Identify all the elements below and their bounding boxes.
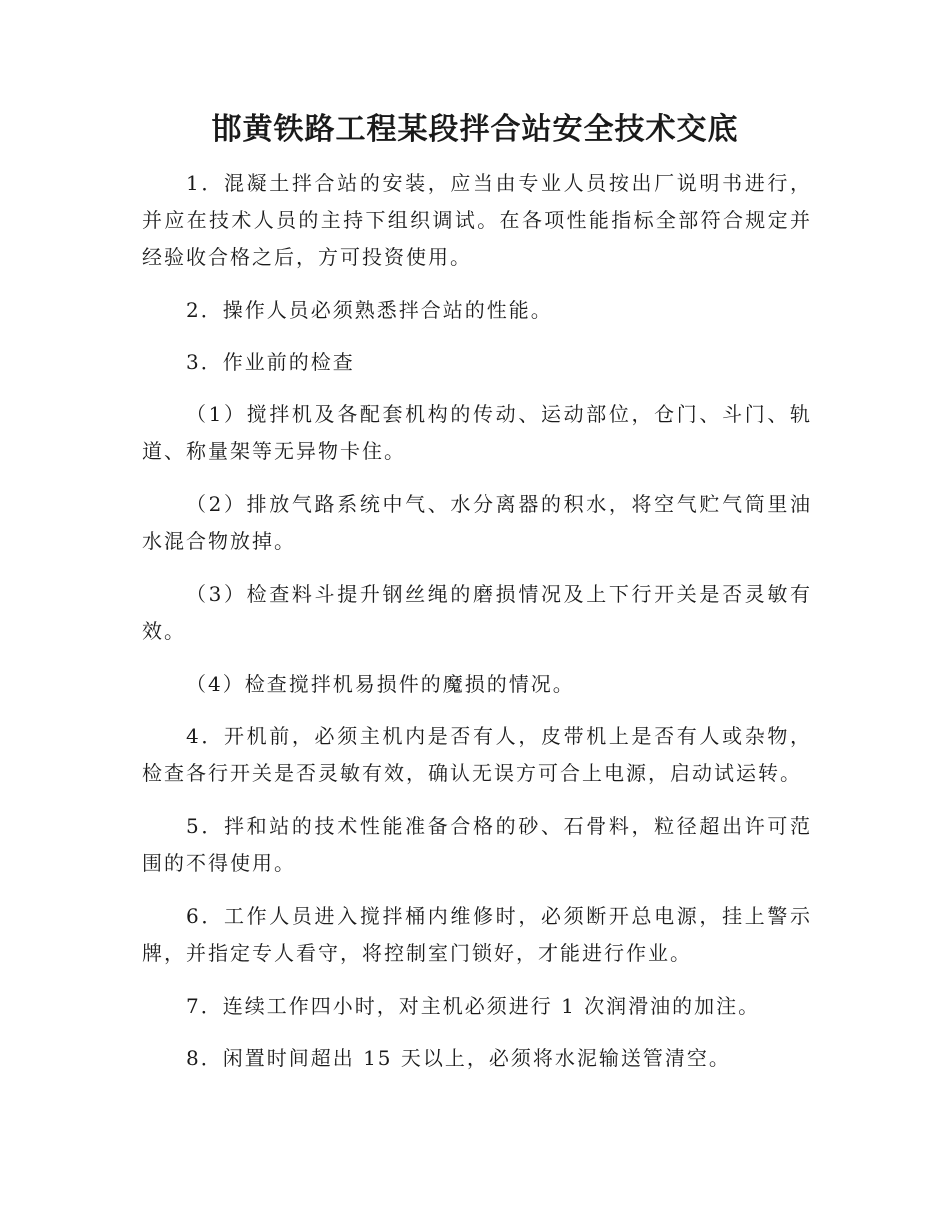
paragraph-3-4: （4）检查搅拌机易损件的魔损的情况。	[186, 672, 575, 696]
paragraph-2: 2．操作人员必须熟悉拌合站的性能。	[186, 298, 553, 322]
document-title: 邯黄铁路工程某段拌合站安全技术交底	[211, 112, 739, 147]
paragraph-8: 8．闲置时间超出 15 天以上，必须将水泥输送管清空。	[186, 1046, 731, 1070]
paragraph-7: 7．连续工作四小时，对主机必须进行 1 次润滑油的加注。	[186, 994, 761, 1018]
paragraph-4: 4．开机前，必须主机内是否有人，皮带机上是否有人或杂物，检查各行开关是否灵敏有效，确认无误方可合上电源，启动试运转。	[142, 724, 812, 785]
paragraph-3: 3．作业前的检查	[186, 350, 355, 374]
paragraph-5: 5．拌和站的技术性能准备合格的砂、石骨料，粒径超出许可范围的不得使用。	[142, 814, 812, 875]
paragraph-6: 6．工作人员进入搅拌桶内维修时，必须断开总电源，挂上警示牌，并指定专人看守，将控制室门锁好，才能进行作业。	[142, 904, 812, 965]
paragraph-3-1: （1）搅拌机及各配套机构的传动、运动部位，仓门、斗门、轨道、称量架等无异物卡住。	[142, 402, 812, 463]
paragraph-1: 1．混凝土拌合站的安装，应当由专业人员按出厂说明书进行，并应在技术人员的主持下组织调试。在各项性能指标全部符合规定并经验收合格之后，方可投资使用。	[142, 171, 812, 269]
paragraph-3-2: （2）排放气路系统中气、水分离器的积水，将空气贮气筒里油水混合物放掉。	[142, 492, 812, 553]
paragraph-3-3: （3）检查料斗提升钢丝绳的磨损情况及上下行开关是否灵敏有效。	[142, 582, 812, 643]
